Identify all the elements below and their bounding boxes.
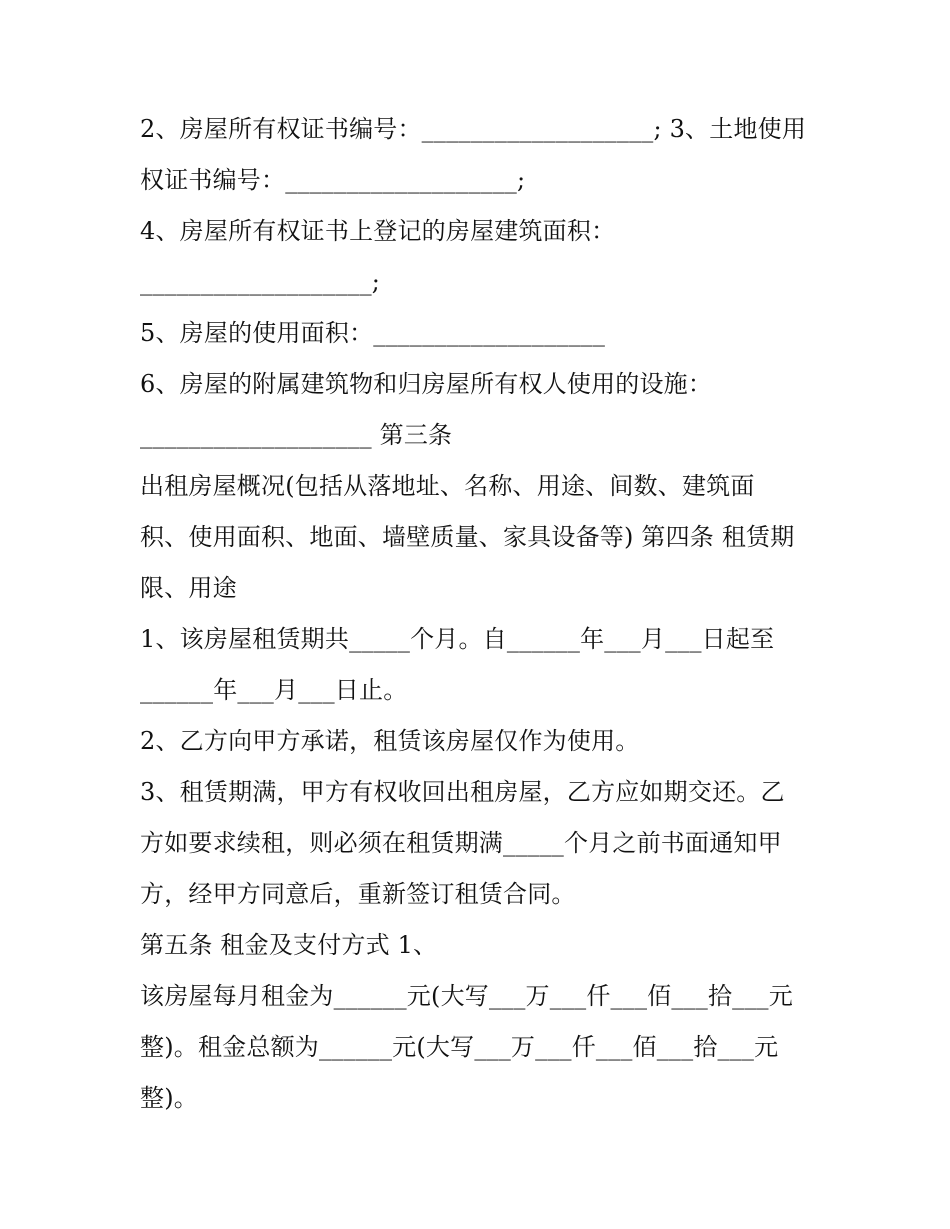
text-line: 3、租赁期满，甲方有权收回出租房屋，乙方应如期交还。乙	[140, 778, 785, 806]
text-line: ___________________;	[140, 268, 381, 296]
text-line: 整)。租金总额为______元(大写___万___仟___佰___拾___元	[140, 1033, 779, 1061]
text-line: 第五条 租金及支付方式 1、	[140, 931, 438, 959]
text-line: 权证书编号：___________________;	[140, 166, 526, 194]
text-line: ___________________ 第三条	[140, 421, 453, 449]
text-line: 整)。	[140, 1084, 198, 1112]
text-line: 限、用途	[140, 574, 237, 602]
text-line: 4、房屋所有权证书上登记的房屋建筑面积：	[140, 217, 616, 245]
text-line: 方如要求续租，则必须在租赁期满_____个月之前书面通知甲	[140, 829, 782, 857]
text-line: 积、使用面积、地面、墙壁质量、家具设备等) 第四条 租赁期	[140, 523, 795, 551]
text-line: ______年___月___日止。	[140, 676, 408, 704]
text-line: 2、房屋所有权证书编号：___________________; 3、土地使用	[140, 115, 807, 143]
text-line: 2、乙方向甲方承诺，租赁该房屋仅作为使用。	[140, 727, 640, 755]
document-body	[140, 104, 820, 1124]
text-line: 方，经甲方同意后，重新签订租赁合同。	[140, 880, 576, 908]
text-line: 5、房屋的使用面积：___________________	[140, 319, 606, 347]
text-line: 出租房屋概况(包括从落地址、名称、用途、间数、建筑面	[140, 472, 755, 500]
text-line: 该房屋每月租金为______元(大写___万___仟___佰___拾___元	[140, 982, 793, 1010]
text-line: 1、该房屋租赁期共_____个月。自______年___月___日起至	[140, 625, 775, 653]
text-line: 6、房屋的附属建筑物和归房屋所有权人使用的设施：	[140, 370, 713, 398]
